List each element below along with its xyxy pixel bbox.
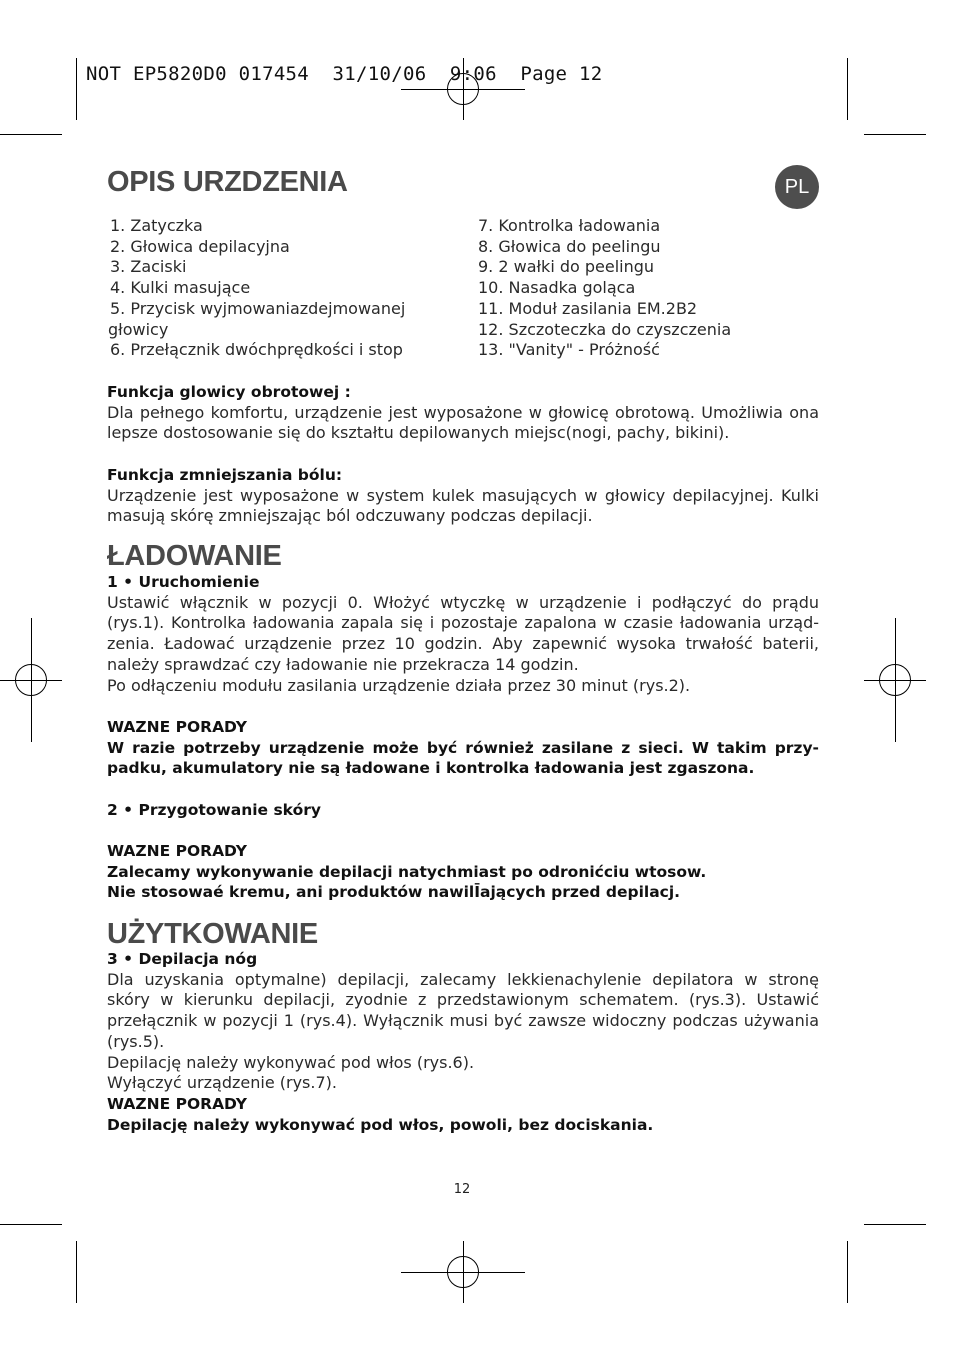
list-item: 12. Szczoteczka do czyszczenia xyxy=(478,319,732,339)
warning-heading: WAZNE PORADY xyxy=(107,718,248,736)
list-item: 3. Zaciski xyxy=(110,257,187,277)
usage-block xyxy=(107,949,819,1094)
list-item: głowicy xyxy=(108,319,169,339)
list-item: 7. Kontrolka ładowania xyxy=(478,216,661,235)
list-item: 11. Moduł zasilania EM.2B2 xyxy=(478,298,698,318)
print-slug: NOT EP5820D0 017454 31/10/06 9:06 Page 12 xyxy=(86,63,603,85)
paragraph: Po odłączeniu modułu zasilania urządzenie działa przez 30 minut (rys.2). xyxy=(107,675,691,695)
crop-mark xyxy=(847,1241,848,1303)
warning-text: Zalecamy wykonywanie depilacji natychmiast po odronićciu wtosow. xyxy=(107,862,707,881)
crop-mark xyxy=(0,134,62,135)
subheading: 1 • Uruchomienie xyxy=(107,573,260,591)
list-item: 10. Nasadka goląca xyxy=(478,278,636,298)
crop-mark xyxy=(864,134,926,135)
paragraph: Ustawić włącznik w pozycji 0. Włożyć wtyczkę w urządzenie i podłączyć do prądu (rys.1). Kontrolka ładowania zapala się i pozostaje zapalona w czasie ładowania urząd-zenia. Ładować urządzenie przez 10 godzin. Aby zapewnić wysoka trwałość baterii, należy sprawdzać czy ładowanie nie przekracza 14 godzin. xyxy=(107,592,819,674)
list-item: 13. "Vanity" - Próżność xyxy=(478,340,660,360)
warning-block xyxy=(107,1094,819,1135)
crop-mark xyxy=(76,58,77,120)
section-title-description: OPIS URZDZENIA xyxy=(107,166,348,198)
page-number: 12 xyxy=(453,1182,471,1197)
warning-block xyxy=(107,717,819,779)
crop-mark xyxy=(864,1224,926,1225)
parts-list-right xyxy=(478,216,818,361)
paragraph: Depilację należy wykonywać pod włos (rys.6). xyxy=(107,1052,475,1072)
section-title-usage: UŻYTKOWANIE xyxy=(107,918,318,950)
list-item: 5. Przycisk wyjmowaniazdejmowanej xyxy=(110,298,406,318)
language-badge: PL xyxy=(775,165,819,209)
subheading: Funkcja zmniejszania bólu: xyxy=(107,466,343,484)
skin-prep-block xyxy=(107,800,819,821)
paragraph: Wyłączyć urządzenie (rys.7). xyxy=(107,1073,337,1093)
paragraph: Dla pełnego komfortu, urządzenie jest wyposażone w głowicę obrotową. Umożliwia ona lepsze dostosowanie się do kształtu depilowanych miejsc(nogi, pachy, bikini). xyxy=(107,402,819,443)
list-item: 9. 2 wałki do peelingu xyxy=(478,257,655,277)
subheading: 2 • Przygotowanie skóry xyxy=(107,801,321,819)
warning-text: Nie stosowaé kremu, ani produktów nawilĪających przed depilacj. xyxy=(107,883,681,902)
list-item: 4. Kulki masujące xyxy=(110,278,251,298)
list-item: 2. Głowica depilacyjna xyxy=(110,236,290,256)
paragraph: Dla uzyskania optymalne) depilacji, zalecamy lekkienachylenie depilatora w stronę skóry w kierunku depilacji, zyodnie z przedstawionym schematem. (rys.3). Ustawić przełącznik w pozycji 1 (rys.4). Wyłącznik musi być zawsze widoczny podczas używania (rys.5). xyxy=(107,969,819,1051)
list-item: 1. Zatyczka xyxy=(110,216,203,235)
warning-text: W razie potrzeby urządzenie może być również zasilane z sieci. W takim przy-padku, akumulatory nie są ładowane i kontrolka ładowania jest zgaszona. xyxy=(107,738,819,778)
parts-list-left xyxy=(110,216,430,361)
list-item: 8. Głowica do peelingu xyxy=(478,236,661,256)
list-item: 6. Przełącznik dwóchprędkości i stop xyxy=(110,340,403,360)
warning-block xyxy=(107,841,819,903)
charging-block xyxy=(107,572,819,696)
crop-mark xyxy=(0,1224,62,1225)
warning-heading: WAZNE PORADY xyxy=(107,842,248,860)
warning-text: Depilację należy wykonywać pod włos, powoli, bez dociskania. xyxy=(107,1115,654,1134)
section-title-charging: ŁADOWANIE xyxy=(107,540,282,572)
rotating-head-block xyxy=(107,382,819,444)
pain-reduction-block xyxy=(107,465,819,527)
paragraph: Urządzenie jest wyposażone w system kulek masujących w głowicy depilacyjnej. Kulki masują skórę zmniejszając ból odczuwany podczas depilacji. xyxy=(107,485,819,526)
crop-mark xyxy=(76,1241,77,1303)
warning-heading: WAZNE PORADY xyxy=(107,1095,248,1113)
subheading: Funkcja glowicy obrotowej : xyxy=(107,383,351,401)
crop-mark xyxy=(847,58,848,120)
subheading: 3 • Depilacja nóg xyxy=(107,950,258,968)
